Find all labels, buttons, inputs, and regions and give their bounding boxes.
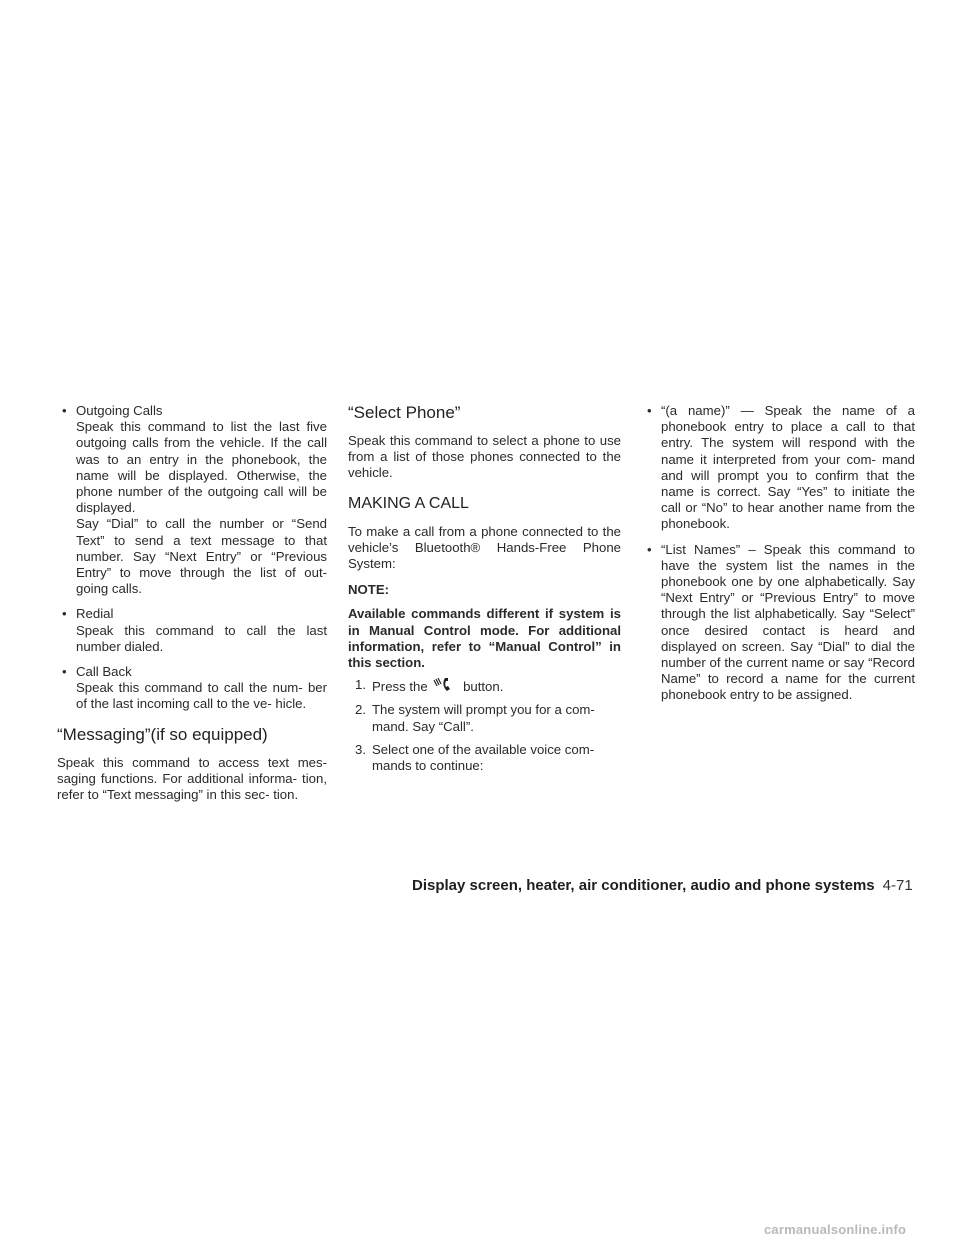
step [348,702,621,734]
section-heading: “Select Phone” [348,403,461,422]
item-text: “List Names” – Speak this command to have the system list the names in the phonebook one by one alphabetically. Say “Next Entry” or “Previous Entry” to move through the list alphabetically. Say “Select” once desired contact is heard and displayed on screen. Say “Dial” to dial the number of the current name or say “Record Name” to record a name for the current phonebook entry to be assigned. [661,541,915,703]
list-item [57,664,327,713]
right-column [642,403,915,713]
item-text: Speak this command to call the last number dialed. [76,622,327,654]
bullet: • [62,664,67,680]
phone-voice-icon [433,677,455,693]
bullet: • [62,403,67,418]
footer-section-title: Display screen, heater, air conditioner, audio and phone systems [412,877,875,894]
step [348,742,621,774]
paragraph: Speak this command to access text mes- saging functions. For additional informa- tion, refer to “Text messaging” in this sec- tion. [57,754,327,803]
note-label: NOTE: [348,582,390,598]
middle-column [348,403,621,781]
section-heading: MAKING A CALL [348,494,469,512]
item-title: Outgoing Calls [76,403,163,418]
item-text: Say “Dial” to call the number or “Send Text” to send a text message to that number. Say “Next Entry” or “Previous Entry” to move through the list of out- going calls. [76,516,327,597]
list-item [642,542,915,704]
page-number: 4-71 [882,877,913,894]
note-text: Available commands different if system is in Manual Control mode. For additional information, refer to “Manual Control” in this section. [348,606,621,671]
item-text: Speak this command to list the last five outgoing calls from the vehicle. If the call was to an entry in the phonebook, the name will be displayed. Otherwise, the phone number of the outgoing call will be displayed. [76,419,327,516]
paragraph: Speak this command to select a phone to use from a list of those phones connected to the vehicle. [348,433,621,481]
item-title: Call Back [76,664,132,680]
watermark: carmanualsonline.info [764,1222,907,1237]
bullet: • [647,541,652,557]
step-number: 1. [355,677,366,693]
step-number: 2. [355,702,366,718]
step [348,677,621,695]
list-item [57,606,327,655]
section-heading: “Messaging”(if so equipped) [57,724,268,744]
left-column [57,403,327,813]
step-text: The system will prompt you for a com- mand. Say “Call”. [372,702,595,734]
step-text: Select one of the available voice com- mands to continue: [372,741,595,774]
step-number: 3. [355,741,366,757]
item-text: Speak this command to call the num- ber of the last incoming call to the ve- hicle. [76,680,327,712]
bullet: • [647,403,652,418]
page-footer [412,876,920,896]
item-text: “(a name)” — Speak the name of a phonebook entry to place a call to that entry. The system will respond with the name it interpreted from your com- mand and will prompt you to confirm that the name is correct. Say “Yes” to initiate the call or “No” to hear another name from the phonebook. [661,403,915,532]
bullet: • [62,606,67,622]
list-item [57,403,327,597]
step-text: Press the [372,679,428,695]
paragraph: To make a call from a phone connected to the vehicle’s Bluetooth® Hands-Free Phone System: [348,523,621,572]
item-title: Redial [76,606,114,622]
list-item [642,403,915,533]
step-text: button. [463,679,504,695]
